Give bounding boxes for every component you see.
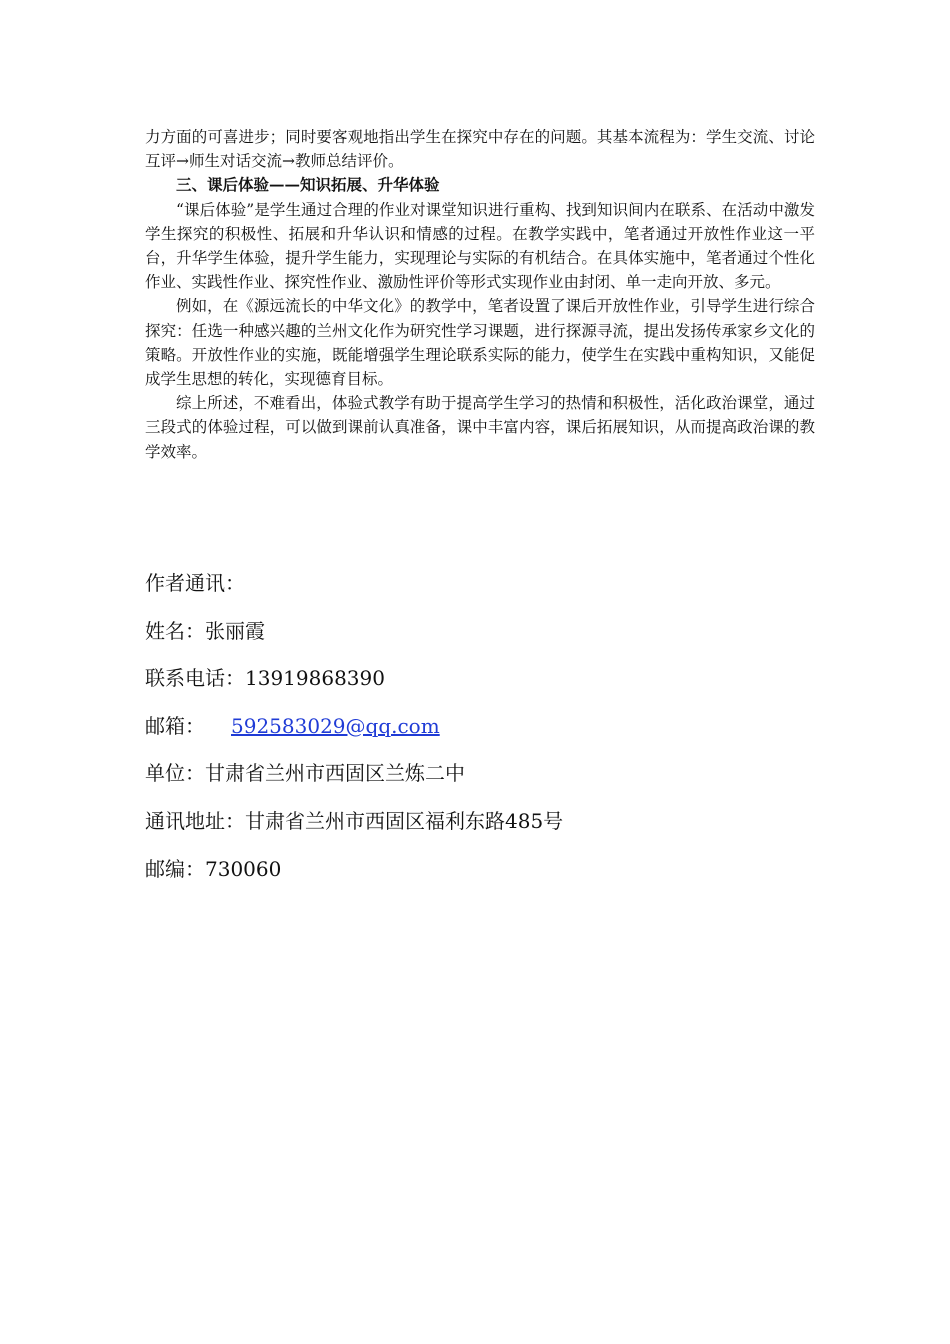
author-phone: 联系电话：13919868390 bbox=[145, 666, 385, 691]
author-email-row bbox=[145, 709, 563, 757]
author-address: 通讯地址：甘肃省兰州市西固区福利东路485号 bbox=[145, 808, 564, 833]
author-name: 姓名：张丽霞 bbox=[145, 618, 265, 643]
author-contact-block bbox=[145, 566, 563, 899]
article-body bbox=[145, 125, 815, 464]
paragraph-continuation: 力方面的可喜进步；同时要客观地指出学生在探究中存在的问题。其基本流程为：学生交流、讨论互评→师生对话交流→教师总结评价。 bbox=[145, 128, 815, 171]
paragraph-example: 例如，在《源远流长的中华文化》的教学中，笔者设置了课后开放性作业，引导学生进行综合探究：任选一种感兴趣的兰州文化作为研究性学习课题，进行探源寻流，提出发扬传承家乡文化的策略。开放性作业的实施，既能增强学生理论联系实际的能力，使学生在实践中重构知识，又能促成学生思想的转化，实现德育目标。 bbox=[145, 297, 815, 389]
section-heading: 三、课后体验——知识拓展、升华体验 bbox=[176, 175, 440, 195]
author-postcode: 邮编：730060 bbox=[145, 856, 282, 881]
author-unit: 单位：甘肃省兰州市西固区兰炼二中 bbox=[145, 761, 465, 786]
author-email-label: 邮箱： bbox=[145, 713, 205, 738]
paragraph-after-homework-intro: “课后体验”是学生通过合理的作业对课堂知识进行重构、找到知识间内在联系、在活动中激发学生探究的积极性、拓展和升华认识和情感的过程。在教学实践中，笔者通过开放性作业这一平台，升华学生体验，提升学生能力，实现理论与实际的有机结合。在具体实施中，笔者通过个性化作业、实践性作业、探究性作业、激励性评价等形式实现作业由封闭、单一走向开放、多元。 bbox=[145, 200, 815, 292]
paragraph-conclusion: 综上所述，不难看出，体验式教学有助于提高学生学习的热情和积极性，活化政治课堂，通过三段式的体验过程，可以做到课前认真准备，课中丰富内容，课后拓展知识，从而提高政治课的教学效率。 bbox=[145, 394, 815, 461]
author-heading: 作者通讯： bbox=[145, 571, 245, 595]
author-email-link[interactable]: 592583029@qq.com bbox=[231, 713, 440, 738]
